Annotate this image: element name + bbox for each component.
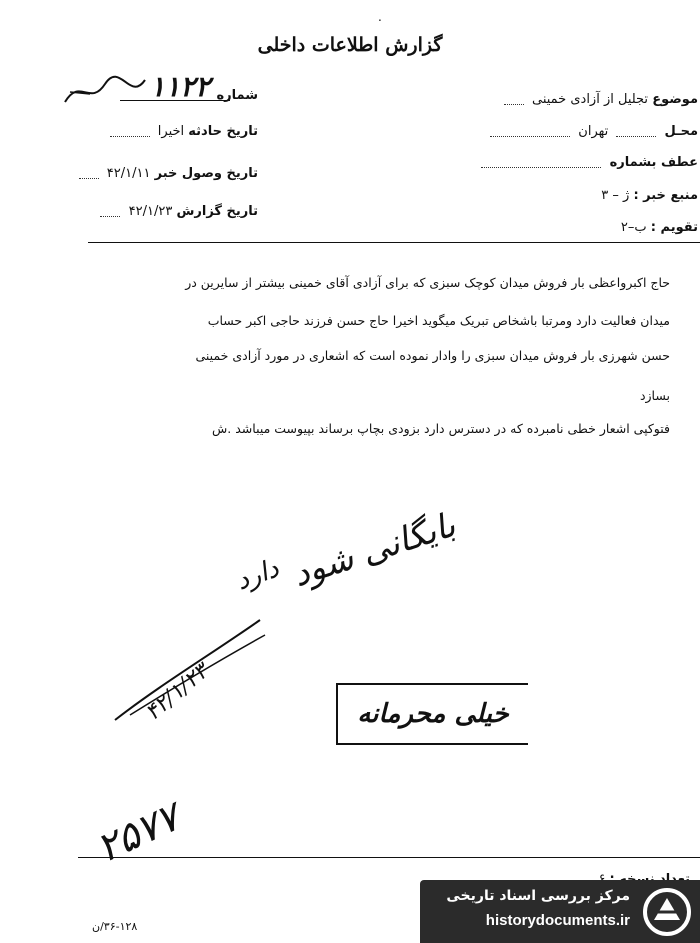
- body-line: فتوکپی اشعار خطی نامبرده که در دسترس دارد بزودی بچاپ برساند بپیوست میباشد .ش: [212, 421, 670, 436]
- body-line: میدان فعالیت دارد ومرتبا باشخاص تبریک میگوید اخیرا حاج حسن فرزند حاجی اکبر حساب: [207, 313, 670, 328]
- field-location-value: تهران: [578, 124, 609, 139]
- field-number-label: شماره: [216, 88, 258, 103]
- header-separator: [88, 242, 700, 243]
- field-subject-label: موضوع: [652, 92, 698, 107]
- field-reference-label: عطف بشماره: [609, 155, 698, 170]
- handwritten-note: دارد: [232, 553, 283, 597]
- dotted-line: [490, 126, 570, 137]
- dotted-line: [504, 94, 524, 105]
- field-rating: [621, 220, 698, 235]
- field-location: [486, 124, 698, 139]
- body-line: بسازد: [639, 388, 670, 403]
- handwritten-number: ۱۱۲۲: [150, 70, 211, 103]
- page-code: ۳۶-۱۲۸/ن: [92, 920, 138, 933]
- footer-separator: [78, 857, 700, 858]
- field-rating-label: تقویم :: [650, 220, 698, 235]
- field-location-label: محـل: [664, 124, 698, 139]
- field-incident-date-label: تاریخ حادثه: [188, 124, 258, 139]
- top-mark: .: [378, 10, 382, 24]
- dotted-line: [100, 206, 120, 217]
- field-reference: [477, 155, 698, 170]
- field-subject-value: تجلیل از آزادی خمینی: [531, 92, 649, 107]
- handwritten-date: ۴۲/۱/۲۳: [140, 659, 214, 726]
- watermark-url: historydocuments.ir: [485, 912, 630, 929]
- confidential-stamp: خیلی محرمانه: [336, 683, 528, 745]
- bottom-signature: ۲۵۷۷: [89, 793, 187, 873]
- number-underline: [120, 100, 230, 101]
- watermark: [420, 880, 700, 943]
- field-received-date: [75, 166, 258, 181]
- page-title: گزارش اطلاعات داخلی: [257, 34, 443, 56]
- field-received-date-label: تاریخ وصول خبر: [154, 166, 258, 181]
- dotted-line: [110, 126, 150, 137]
- handwritten-note-archive: بایگانی شود: [287, 504, 461, 596]
- field-report-date-label: تاریخ گزارش: [176, 204, 258, 219]
- body-line: حاج اکبرواعظی بار فروش میدان کوچک سبزی که برای آزادی آقای خمینی بیشتر از سایرین در: [185, 275, 670, 290]
- dotted-line: [616, 126, 656, 137]
- field-source-label: منبع خبر :: [633, 188, 698, 203]
- signature-scribble: [60, 72, 150, 112]
- field-incident-date: [106, 124, 258, 139]
- field-report-date-value: ۴۲/۱/۲۳: [128, 204, 173, 219]
- field-rating-value: ب–۲: [620, 220, 647, 235]
- field-subject: [500, 92, 698, 107]
- field-incident-date-value: اخیرا: [157, 124, 185, 139]
- field-report-date: [96, 204, 258, 219]
- body-line: حسن شهرزی بار فروش میدان سبزی را وادار نموده است که اشعاری در مورد آزادی خمینی: [195, 348, 670, 363]
- dotted-line: [79, 168, 99, 179]
- field-source: [601, 188, 698, 203]
- field-source-value: ژ – ۳: [601, 188, 630, 203]
- watermark-line1: مرکز بررسی اسناد تاریخی: [446, 888, 630, 904]
- archive-logo-icon: [640, 886, 694, 938]
- dotted-line: [481, 157, 601, 168]
- field-received-date-value: ۴۲/۱/۱۱: [106, 166, 151, 181]
